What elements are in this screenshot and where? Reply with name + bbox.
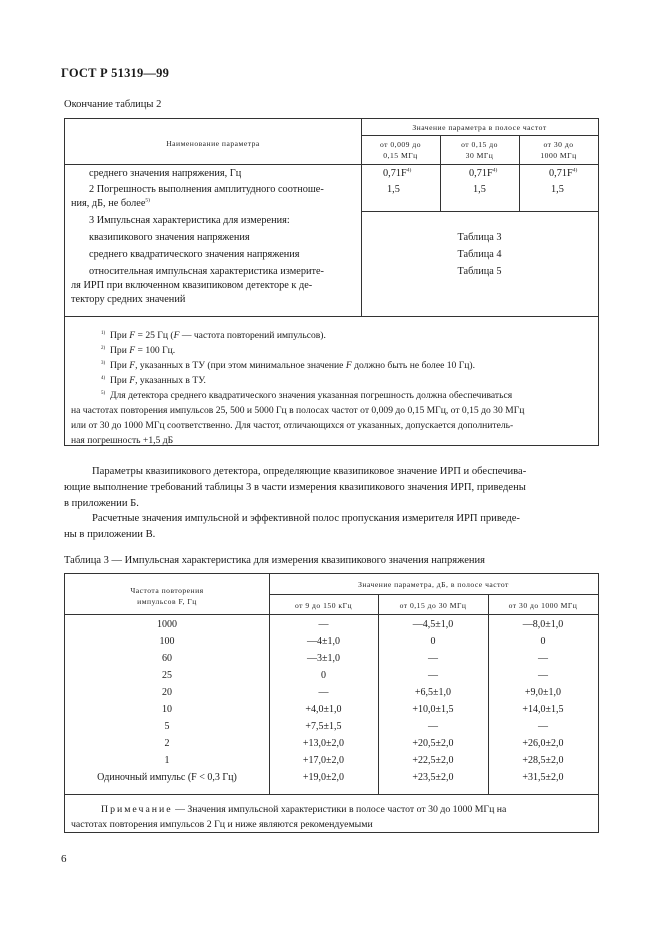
ref-table-4: Таблица 4 [457, 249, 502, 260]
table3-row-value-1: 0 [321, 670, 326, 681]
table3-band-group-header: Значение параметра, дБ, в полосе частот [358, 580, 509, 589]
paragraph-2-line2: ны в приложении В. [64, 529, 156, 540]
paragraph-1-line3: в приложении Б. [64, 498, 139, 509]
table3-row-frequency: 1 [164, 755, 170, 766]
table3-caption: Таблица 3 — Импульсная характеристика для измерения квазипикового значения напряжения [64, 555, 485, 566]
table2-band-header-1: от 0,009 до 0,15 МГц [379, 140, 422, 160]
footnote-4: $^{4)}$ При F, указанных в ТУ. [101, 375, 206, 386]
table3-row-value-3: +26,0±2,0 [522, 738, 564, 749]
table3-row-value-2: — [428, 653, 438, 664]
row-error-value-2: 1,5 [473, 184, 486, 195]
table3-row-value-3: — [538, 721, 548, 732]
table3-row-frequency: 1000 [157, 619, 177, 630]
table3-note-line1: Примечание — Значения импульсной характеристики в полосе частот от 30 до 1000 МГц на [101, 804, 507, 815]
table3-row-frequency: 10 [162, 704, 172, 715]
footnote-5-line2: на частотах повторения импульсов 25, 500 и 5000 Гц в полосах частот от 0,009 до 0,15 МГц, от 0,15 до 30 МГц [71, 405, 525, 416]
table3-row-value-1: +19,0±2,0 [302, 772, 345, 783]
table3-row-value-3: +9,0±1,0 [524, 687, 562, 698]
table3-row-value-2: +6,5±1,0 [414, 687, 452, 698]
table2-band-header-2: от 0,15 до 30 МГц [461, 140, 498, 160]
table3-row-value-1: — [318, 619, 329, 630]
row-error-value-1: 1,5 [387, 184, 400, 195]
ref-table-3: Таблица 3 [457, 232, 502, 243]
footnote-3: $^{3)}$ При F, указанных в ТУ (при этом минимальное значение F должно быть не более 10 Гц). [101, 360, 476, 371]
table3-row-value-1: —3±1,0 [307, 653, 340, 664]
table3-row-value-3: +28,5±2,0 [522, 755, 564, 766]
table3-row-value-2: +23,5±2,0 [412, 772, 454, 783]
row-impulse-rel-line1: относительная импульсная характеристика измерите- [89, 266, 324, 277]
table3-row-value-3: — [538, 670, 548, 681]
row-impulse-rms: среднего квадратического значения напряжения [89, 249, 300, 260]
page-number: 6 [61, 853, 67, 865]
table3-band-header-1: от 9 до 150 кГц [294, 601, 353, 610]
row-impulse-qp: квазипикового значения напряжения [89, 232, 250, 243]
table3-row-value-3: — [538, 653, 548, 664]
footnote-5-line3: или от 30 до 1000 МГц соответственно. Для частот, отличающихся от указанных, допускается дополнитель- [71, 420, 514, 431]
footnote-2: $^{2)}$ При F = 100 Гц. [101, 345, 176, 356]
footnote-1: $^{1)}$ При F = 25 Гц (F — частота повторений импульсов). [101, 330, 326, 341]
row-error-label-line2: ния, дБ, не более$^{5)}$ [71, 197, 150, 209]
table3-row-frequency: 5 [164, 721, 170, 732]
table3-band-header-3: от 30 до 1000 МГц [508, 601, 578, 610]
table2-band-header-3: от 30 до 1000 МГц [540, 140, 577, 160]
row-error-label-line1: 2 Погрешность выполнения амплитудного соотноше- [89, 184, 324, 195]
row-avg-voltage-label: среднего значения напряжения, Гц [89, 168, 242, 179]
table3-row-value-2: —4,5±1,0 [412, 619, 454, 630]
document-header: ГОСТ Р 51319—99 [61, 66, 170, 80]
row-avg-voltage-value-2: $0,71F^{4)}$ [469, 167, 498, 179]
table3-row-frequency: 20 [162, 687, 172, 698]
table3-row-frequency: Одиночный импульс (F < 0,3 Гц) [97, 772, 237, 783]
ref-table-5: Таблица 5 [457, 266, 502, 277]
footnote-5-line1: $^{5)}$ Для детектора среднего квадратического значения указанная погрешность должна обеспечиваться [101, 390, 513, 401]
table3-row-value-1: +7,5±1,5 [305, 721, 342, 732]
table3-row-value-2: 0 [430, 636, 436, 647]
table3-row-frequency: 25 [162, 670, 172, 681]
table3-row-value-3: +31,5±2,0 [522, 772, 564, 783]
table3-row-value-1: +13,0±2,0 [302, 738, 345, 749]
table2 [64, 118, 599, 446]
paragraph-1-line2: ющие выполнение требований таблицы 3 в части измерения квазипикового значения ИРП, приведены [64, 482, 526, 493]
paragraph-2-line1: Расчетные значения импульсной и эффективной полос пропускания измерителя ИРП приведе- [92, 513, 520, 524]
table3 [64, 573, 599, 833]
row-impulse-title: 3 Импульсная характеристика для измерения: [89, 215, 290, 226]
table3-row-value-2: — [428, 670, 438, 681]
table3-freq-header: Частота повторения импульсов F, Гц [130, 586, 204, 606]
row-impulse-rel-line3: тектору средних значений [71, 294, 186, 305]
row-impulse-rel-line2: ля ИРП при включенном квазипиковом детекторе к де- [71, 280, 313, 291]
table3-row-frequency: 2 [164, 738, 170, 749]
table3-note-line2: частотах повторения импульсов 2 Гц и ниже являются рекомендуемыми [71, 819, 373, 830]
footnote-5-line4: ная погрешность +1,5 дБ [71, 435, 174, 446]
table3-row-value-2: +20,5±2,0 [412, 738, 454, 749]
table3-row-value-2: +22,5±2,0 [412, 755, 454, 766]
table3-row-value-1: +4,0±1,0 [305, 704, 342, 715]
table3-row-value-1: — [318, 687, 329, 698]
row-error-value-3: 1,5 [551, 184, 564, 195]
table3-row-frequency: 60 [162, 653, 172, 664]
table3-row-value-3: 0 [540, 636, 546, 647]
table3-row-value-3: +14,0±1,5 [522, 704, 564, 715]
table3-row-value-2: +10,0±1,5 [412, 704, 454, 715]
paragraph-1-line1: Параметры квазипикового детектора, определяющие квазипиковое значение ИРП и обеспечива- [92, 466, 527, 477]
row-avg-voltage-value-3: $0,71F^{4)}$ [549, 167, 578, 179]
table2-param-header: Наименование параметра [166, 139, 260, 148]
table3-band-header-2: от 0,15 до 30 МГц [399, 601, 467, 610]
table3-row-value-2: — [428, 721, 438, 732]
table2-band-group-header: Значение параметра в полосе частот [412, 123, 547, 132]
table3-row-frequency: 100 [159, 636, 175, 647]
table3-row-value-1: —4±1,0 [307, 636, 340, 647]
table3-row-value-3: —8,0±1,0 [522, 619, 564, 630]
row-avg-voltage-value-1: $0,71F^{4)}$ [383, 167, 412, 179]
table2-caption: Окончание таблицы 2 [64, 99, 162, 110]
table3-row-value-1: +17,0±2,0 [302, 755, 345, 766]
